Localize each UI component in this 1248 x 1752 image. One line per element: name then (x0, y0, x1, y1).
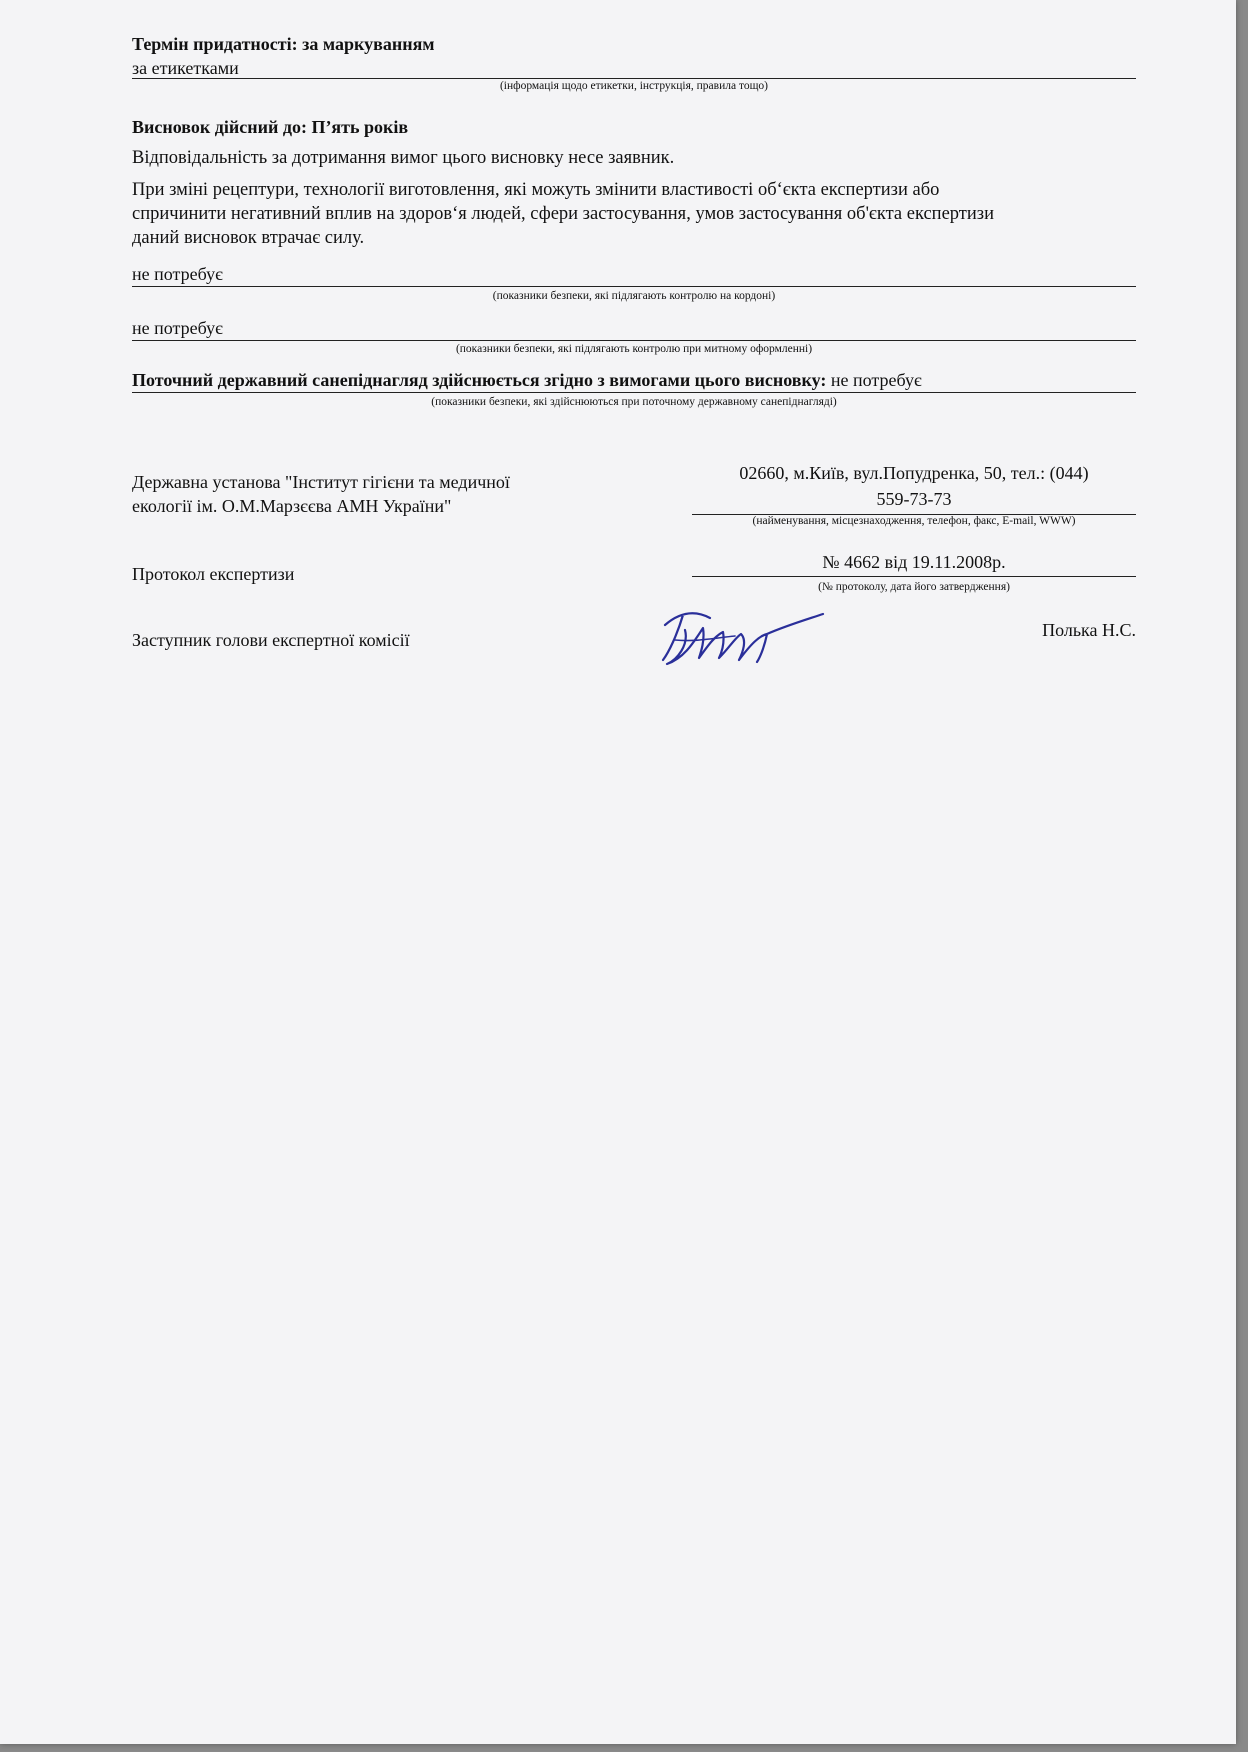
border-control-caption: (показники безпеки, які підлягають контролю на кордоні) (492, 290, 776, 302)
protocol-label: Протокол експертизи (132, 564, 295, 584)
institution-caption: (найменування, місцезнаходження, телефон, факс, E-mail, WWW) (752, 515, 1076, 527)
signatory-name: Полька Н.С. (1042, 620, 1136, 640)
protocol-value: № 4662 від 19.11.2008р. (692, 552, 1136, 577)
institution-address-line-1: 02660, м.Київ, вул.Попудренка, 50, тел.: (044) (739, 463, 1089, 483)
institution-name (132, 470, 510, 518)
change-clause-line-2: спричинити негативний вплив на здоров‘я людей, сфери застосування, умов застосування об'єкта експертизи (132, 204, 994, 224)
border-control-value: не потребує (132, 264, 223, 284)
current-supervision-caption: (показники безпеки, які здійснюються при поточному державному санепіднагляді) (431, 396, 837, 408)
shelf-life-caption: (інформація щодо етикетки, інструкція, правила тощо) (499, 80, 769, 92)
current-supervision-field (132, 370, 1136, 393)
border-control-field (132, 264, 1136, 287)
customs-control-value: не потребує (132, 318, 223, 338)
customs-control-caption: (показники безпеки, які підлягають контролю при митному оформленні) (455, 343, 813, 355)
shelf-life-value: за етикетками (132, 58, 239, 78)
validity-label: Висновок дійсний до: П’ять років (132, 117, 409, 137)
institution-address-line-2: 559-73-73 (876, 489, 952, 509)
signatory-role: Заступник голови експертної комісії (132, 630, 410, 650)
current-supervision-label: Поточний державний санепіднагляд здійснюється згідно з вимогами цього висновку: (132, 370, 827, 390)
responsibility-text: Відповідальність за дотримання вимог цього висновку несе заявник. (132, 148, 675, 168)
change-clause (132, 178, 1132, 250)
shelf-life-label: Термін придатності: за маркуванням (132, 34, 435, 54)
shelf-life-field (132, 58, 1136, 79)
change-clause-line-1: При зміні рецептури, технології виготовлення, які можуть змінити властивості об‘єкта експертизи або (132, 180, 940, 200)
customs-control-field (132, 318, 1136, 341)
signature-mark (655, 600, 825, 670)
change-clause-line-3: даний висновок втрачає силу. (132, 228, 365, 248)
protocol-caption: (№ протоколу, дата його затвердження) (818, 581, 1010, 593)
institution-name-line-1: Державна установа "Інститут гігієни та медичної (132, 472, 510, 492)
current-supervision-value: не потребує (826, 370, 922, 390)
institution-address (692, 460, 1136, 515)
institution-name-line-2: екології ім. О.М.Марзєєва АМН України" (132, 496, 452, 516)
